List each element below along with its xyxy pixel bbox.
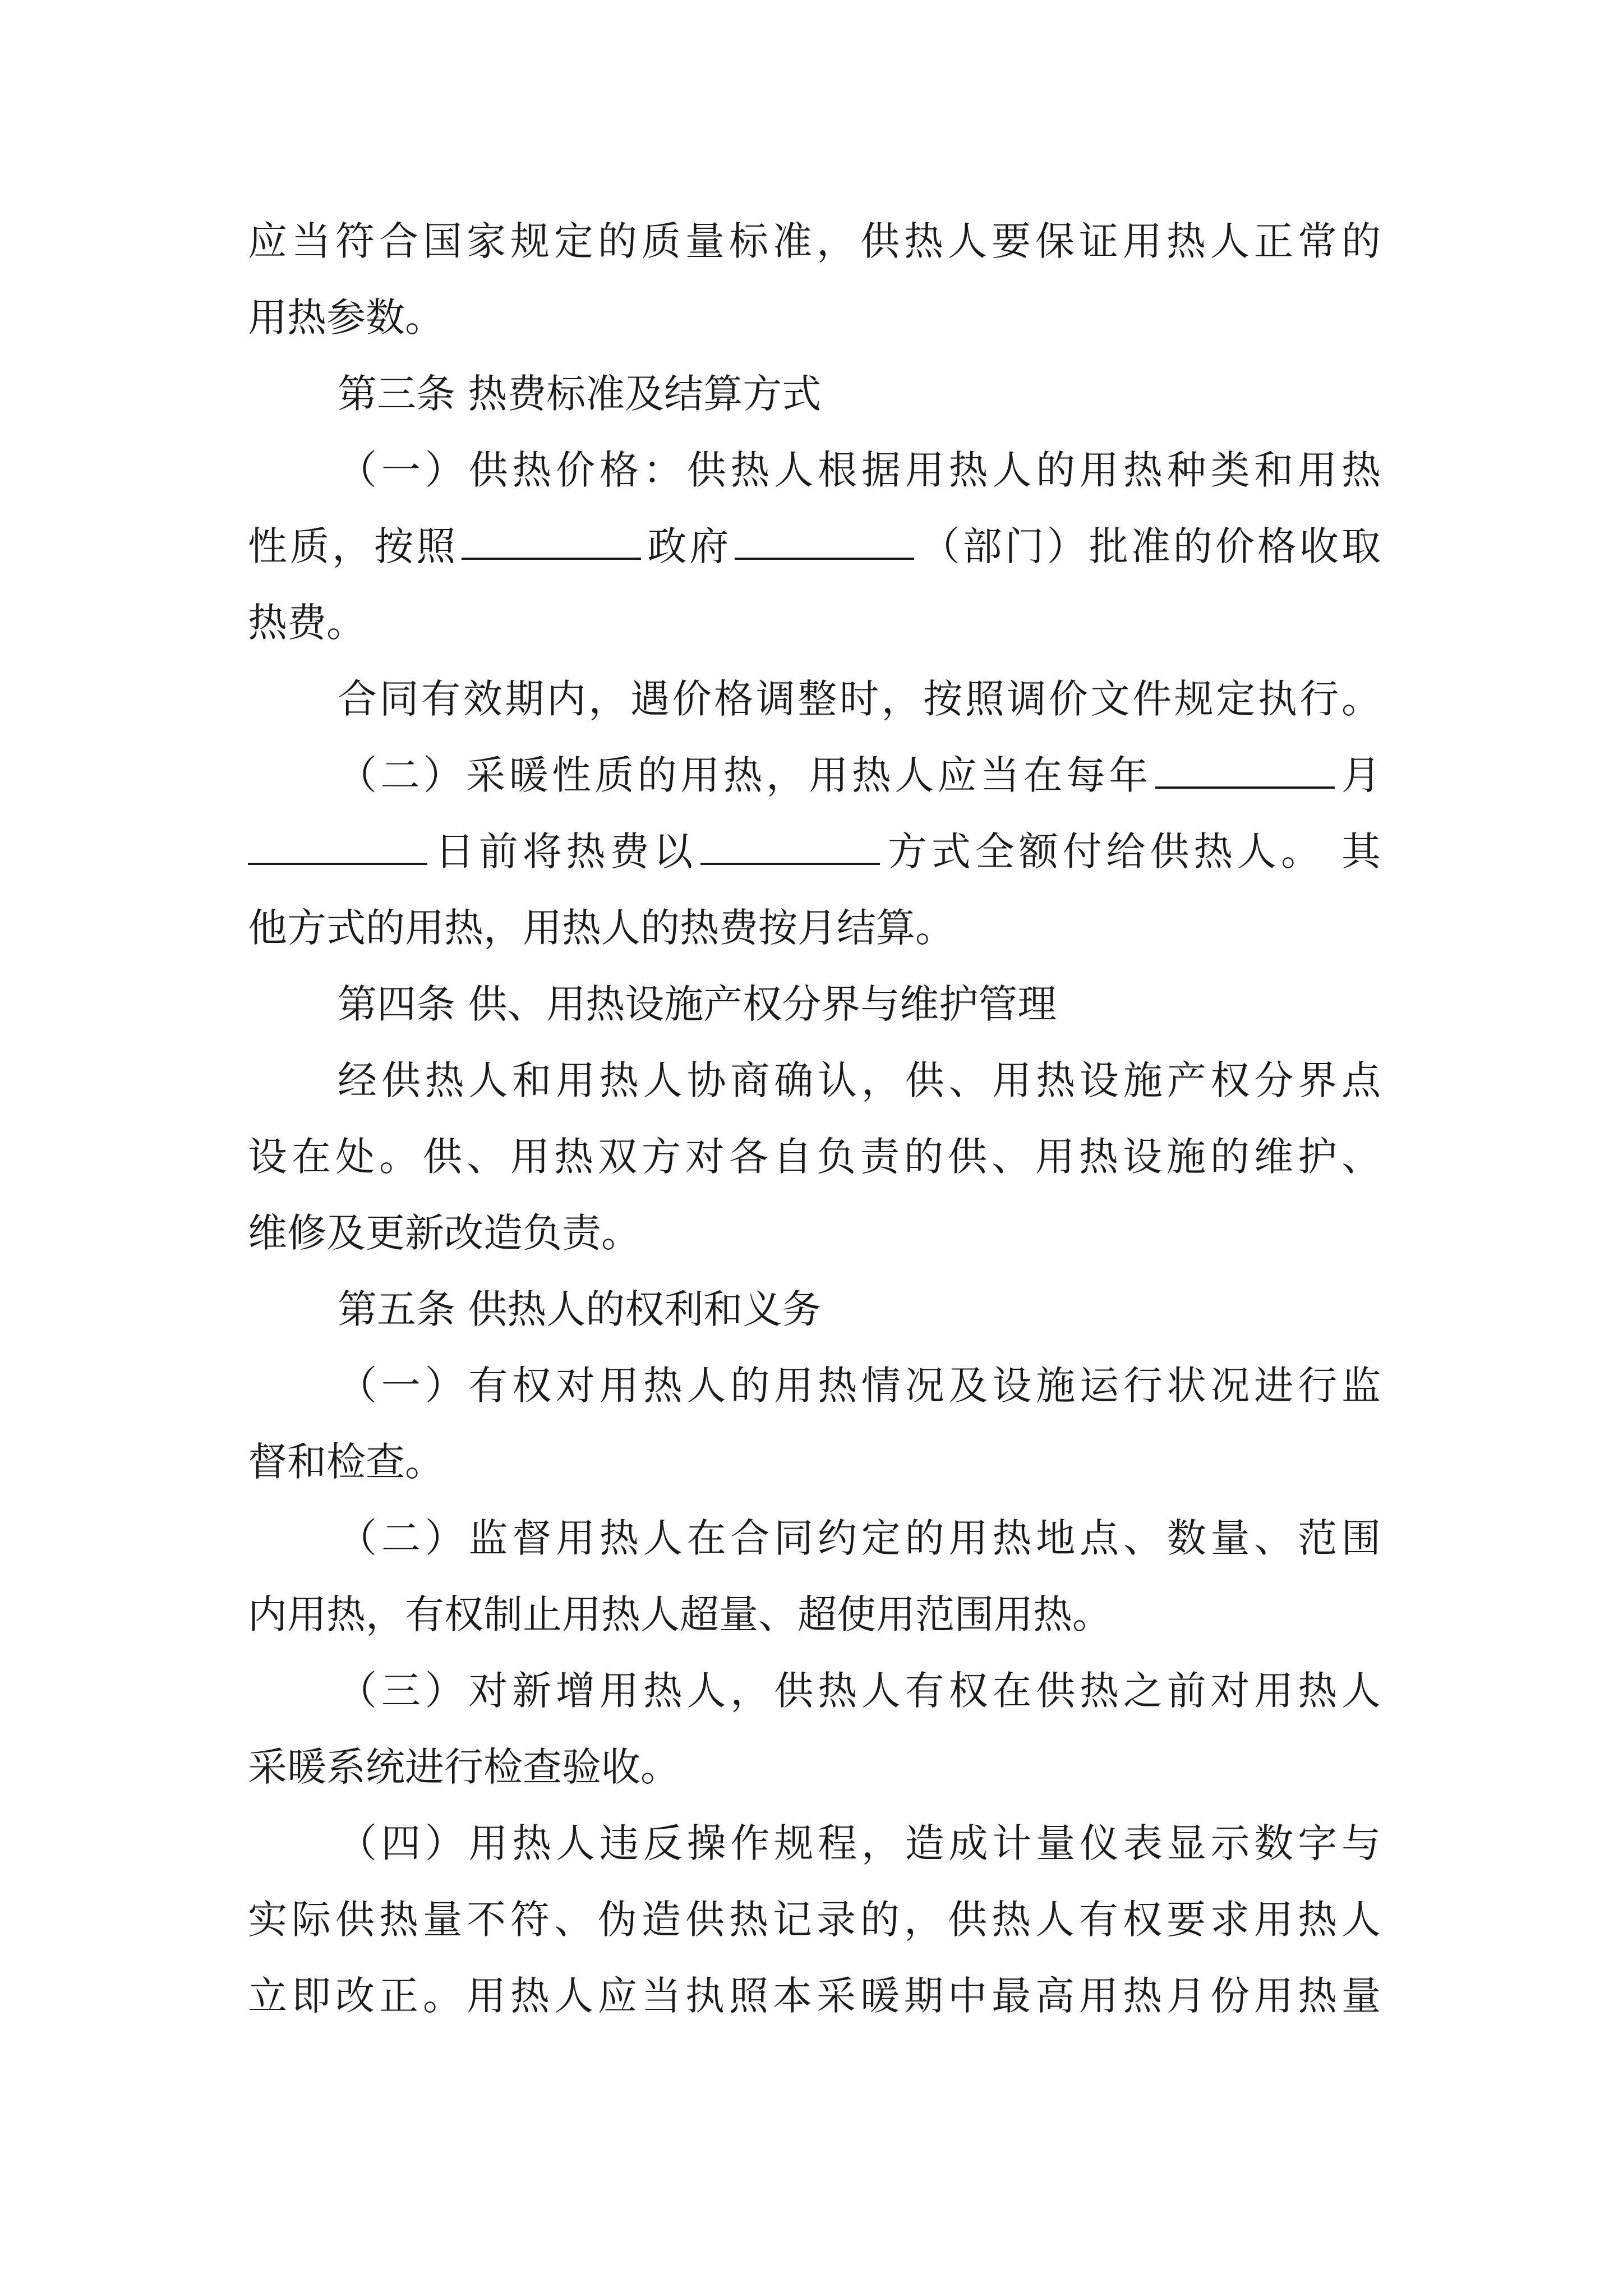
text-line: 维修及更新改造负责。 [248, 1210, 640, 1256]
text-line: 内用热，有权制止用热人超量、超使用范围用热。 [248, 1591, 1112, 1637]
text-line: 督和检查。 [248, 1439, 444, 1485]
text-line [338, 736, 1381, 815]
text-fragment: 日前将热费以 [431, 829, 698, 875]
text-line: （一）供热价格：供热人根据用热人的用热种类和用热 [338, 447, 1381, 493]
text-line: 采暖系统进行检查验收。 [248, 1744, 680, 1790]
text-line [248, 812, 1381, 891]
text-line: 用热参数。 [248, 295, 444, 341]
text-fragment: 政府 [644, 523, 732, 569]
fill-in-blank [462, 557, 641, 560]
article-heading: 第三条 热费标准及结算方式 [338, 371, 822, 417]
fill-in-blank [700, 862, 880, 865]
text-fragment: 月 [1338, 752, 1381, 798]
text-line: 热费。 [248, 600, 366, 646]
text-line: （一）有权对用热人的用热情况及设施运行状况进行监 [338, 1363, 1381, 1409]
text-line: 设在处。供、用热双方对各自负责的供、用热设施的维护、 [248, 1134, 1381, 1180]
fill-in-blank [248, 862, 427, 865]
text-fragment: 性质，按照 [248, 523, 459, 569]
text-fragment: （二）采暖性质的用热，用热人应当在每年 [338, 752, 1152, 798]
text-line: 立即改正。用热人应当执照本采暖期中最高用热月份用热量 [248, 1973, 1381, 2019]
fill-in-blank [735, 557, 914, 560]
text-line: 经供热人和用热人协商确认，供、用热设施产权分界点 [338, 1057, 1381, 1103]
text-line [248, 507, 1381, 586]
text-line: 实际供热量不符、伪造供热记录的，供热人有权要求用热人 [248, 1897, 1381, 1943]
text-fragment: （部门）批准的价格收取 [917, 523, 1381, 569]
text-line: （二）监督用热人在合同约定的用热地点、数量、范围 [338, 1515, 1381, 1561]
article-heading: 第五条 供热人的权利和义务 [338, 1286, 822, 1332]
text-line: （四）用热人违反操作规程，造成计量仪表显示数字与 [338, 1820, 1381, 1866]
text-fragment: 方式全额付给供热人。 其 [883, 829, 1381, 875]
text-line: 合同有效期内，遇价格调整时，按照调价文件规定执行。 [338, 676, 1381, 722]
fill-in-blank [1155, 786, 1335, 789]
text-line: 应当符合国家规定的质量标准，供热人要保证用热人正常的 [248, 218, 1381, 264]
text-line: 他方式的用热，用热人的热费按月结算。 [248, 905, 955, 951]
article-heading: 第四条 供、用热设施产权分界与维护管理 [338, 981, 1057, 1027]
text-line: （三）对新增用热人，供热人有权在供热之前对用热人 [338, 1668, 1381, 1714]
